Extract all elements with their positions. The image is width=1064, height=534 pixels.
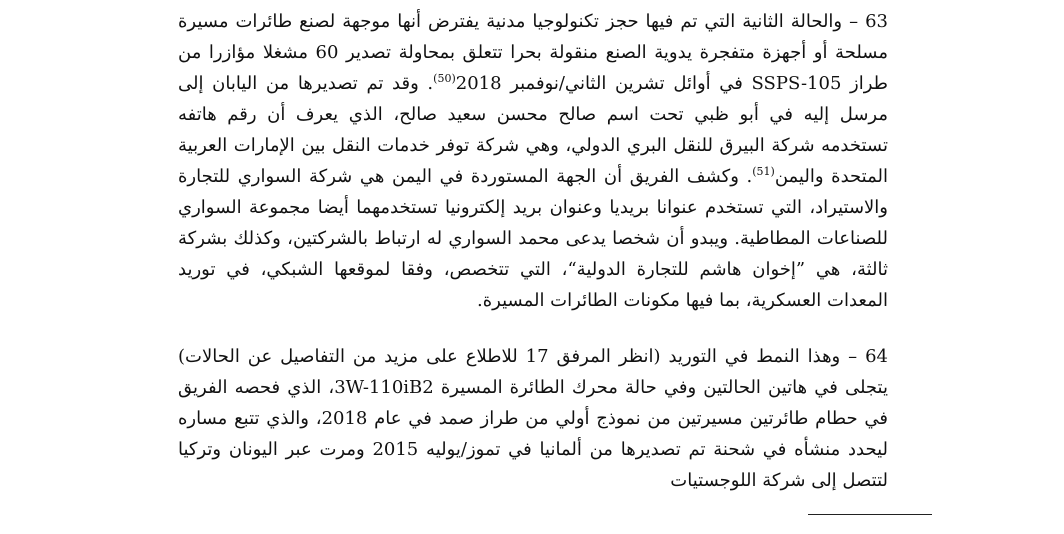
paragraph-63-text-after: . وكشف الفريق أن الجهة المستوردة في اليمن هي شركة السواري للتجارة والاستيراد، التي تستخدم عنوانا بريديا وعنوان بريد إلكترونيا تستخدمهما أيضا مجموعة السواري للصناعات المطاطية. ويبدو أن شخصا يدعى محمد السواري له ارتباط بالشركتين، وكذلك بشركة ثالثة، هي ”إخوان هاشم للتجارة الدولية“، التي تتخصص، وفقا لموقعها الشبكي، في توريد المعدات العسكرية، بما فيها مكونات الطائرات المسيرة. [178,166,888,311]
paragraph-63-text-before: 63 – والحالة الثانية التي تم فيها حجز تكنولوجيا مدنية يفترض أنها موجهة لصنع طائرات مسيرة مسلحة أو أجهزة متفجرة يدوية الصنع منقولة بحرا تتعلق بمحاولة تصدير 60 مشغلا مؤازرا من طراز SSPS-105 في أوائل تشرين الثاني/نوفمبر 2018 [178,11,888,94]
footnote-ref-51[interactable]: (51) [752,165,775,178]
paragraph-63-text [178,6,888,316]
paragraph-64 [178,341,888,496]
paragraph-64-text: 64 – وهذا النمط في التوريد (انظر المرفق 17 للاطلاع على مزيد من التفاصيل عن الحالات) يتجلى في هاتين الحالتين وفي حالة محرك الطائرة المسيرة 3W-110iB2، الذي فحصه الفريق في حطام طائرتين مسيرتين من نموذج أولي من طراز صمد في عام 2018، والذي تتبع مساره ليحدد منشأه في شحنة تم تصديرها من ألمانيا في تموز/يوليه 2015 ومرت عبر اليونان وتركيا لتتصل إلى شركة اللوجستيات [178,346,888,491]
paragraph-63 [178,6,888,316]
footnote-ref-50[interactable]: (50) [433,72,456,85]
footnote-separator [808,514,932,515]
paragraph-63-text-middle: . وقد تم تصديرها من اليابان إلى مرسل إليه في أبو ظبي تحت اسم صالح محسن سعيد صالح، الذي يعرف أن رقم هاتفه تستخدمه شركة البيرق للنقل البري الدولي، وهي شركة توفر خدمات النقل بين الإمارات العربية المتحدة واليمن [178,73,888,187]
